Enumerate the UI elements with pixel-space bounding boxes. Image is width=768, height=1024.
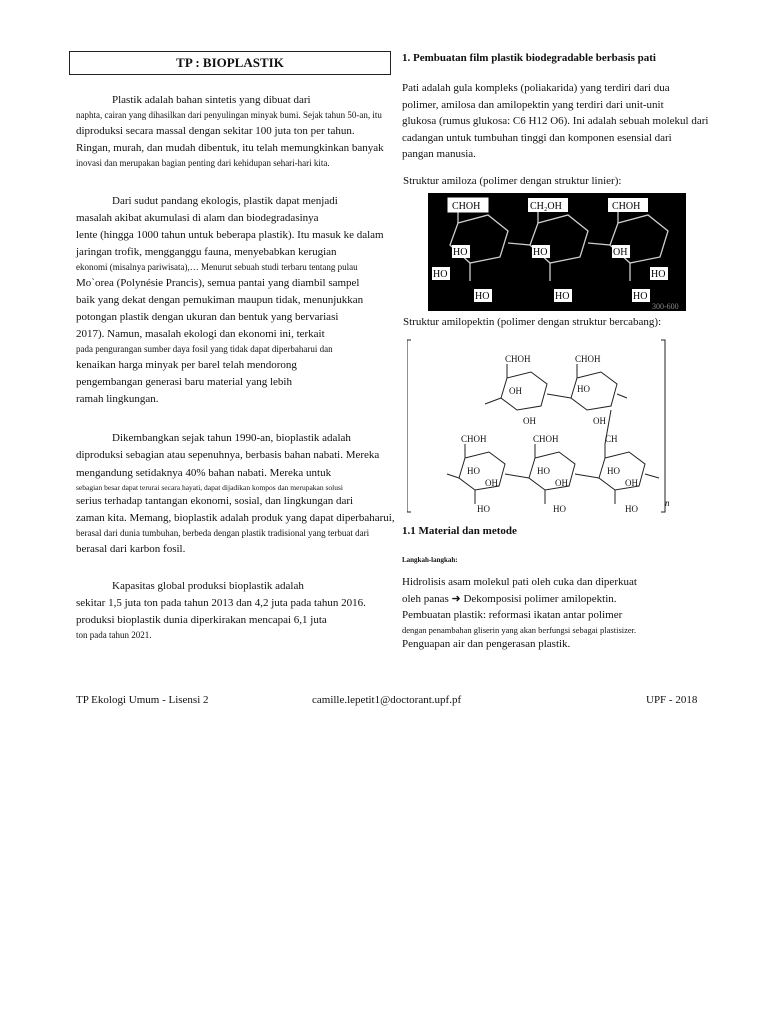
text-line: kenaikan harga minyak per barel telah mendorong [76, 359, 297, 372]
section-heading: 1. Pembuatan film plastik biodegradable berbasis pati [402, 52, 656, 64]
text-line: diproduksi sebagian atau sepenuhnya, berbasis bahan nabati. Mereka [76, 449, 380, 462]
amilopektin-label: CHOH [533, 434, 559, 444]
text-line: diproduksi secara massal dengan sekitar 100 juta ton per tahun. [76, 124, 355, 137]
amilopektin-label: OH [523, 416, 536, 426]
text-line: ekonomi (misalnya pariwisata),… Menurut sebuah studi terbaru tentang pulau [76, 262, 358, 273]
text-line: Mo`orea (Polynésie Prancis), semua pantai yang diambil sampel [76, 277, 360, 290]
text-line: baik yang dekat dengan pemukiman maupun tidak, menunjukkan [76, 294, 364, 307]
text-line: berasal dari karbon fosil. [76, 543, 186, 556]
text-line: produksi bioplastik dunia diperkirakan mencapai 6,1 juta [76, 614, 327, 627]
amilosa-label: HO [555, 291, 570, 302]
text-line: ramah lingkungan. [76, 393, 159, 406]
paragraph-bioplastik [76, 430, 395, 558]
paragraph-pati [402, 80, 709, 163]
footer-email: camille.lepetit1@doctorant.upf.pf [312, 694, 462, 706]
text-line: naphta, cairan yang dihasilkan dari penyulingan minyak bumi. Sejak tahun 50-an, itu [76, 110, 382, 121]
text-line: pengembangan generasi baru material yang lebih [76, 376, 292, 389]
step-line: Penguapan air dan pengerasan plastik. [402, 638, 571, 651]
amilosa-label: CHOH [612, 201, 641, 212]
amilopektin-repeat: n [665, 498, 670, 508]
text-line: Plastik adalah bahan sintetis yang dibuat dari [112, 94, 311, 106]
amilopektin-label: HO [607, 466, 620, 476]
text-line: ton pada tahun 2021. [76, 630, 152, 641]
steps-text [402, 574, 702, 653]
text-line: masalah akibat akumulasi di alam dan biodegradasinya [76, 212, 319, 225]
step-line: Hidrolisis asam molekul pati oleh cuka dan diperkuat [402, 576, 637, 588]
paragraph-plastik [76, 92, 392, 171]
text-line: Kapasitas global produksi bioplastik adalah [112, 580, 304, 593]
amilosa-label: HO [651, 269, 666, 280]
text-line: glukosa (rumus glukosa: C6 H12 O6). Ini adalah sebuah molekul dari [402, 115, 709, 127]
amilopektin-structure-image [407, 336, 673, 526]
text-line: berasal dari dunia tumbuhan, berbeda dengan plastik tradisional yang terbuat dari [76, 528, 370, 539]
amilosa-label: HO [475, 291, 490, 302]
amilopektin-label: CHOH [505, 354, 531, 364]
page-title: TP : BIOPLASTIK [69, 51, 391, 75]
text-line: jaringan trofik, mengganggu fauna, menyebabkan kerugian [76, 246, 337, 259]
steps-label: Langkah-langkah: [402, 556, 458, 564]
amilopektin-label: HO [625, 504, 638, 514]
amilosa-structure-image [428, 193, 686, 311]
text-line: polimer, amilosa dan amilopektin yang terdiri dari unit-unit [402, 98, 664, 111]
steps-list [402, 556, 702, 653]
amilosa-label: CH₂OH [530, 201, 562, 212]
amilopektin-label: OH [593, 416, 606, 426]
amilosa-label: HO [453, 247, 468, 258]
text-line: sebagian besar dapat terurai secara hayati, dapat dijadikan kompos dan merupakan solusi [76, 482, 343, 492]
step-line: oleh panas ➜ Dekomposisi polimer amilopektin. [402, 592, 617, 605]
amilopektin-caption: Struktur amilopektin (polimer dengan struktur bercabang): [403, 316, 662, 328]
amilosa-label: CHOH [452, 201, 481, 212]
amilopektin-label: OH [509, 386, 522, 396]
amilopektin-label: HO [577, 384, 590, 394]
amilopektin-label: HO [553, 504, 566, 514]
footer-institution: UPF - 2018 [646, 694, 698, 706]
amilopektin-label: HO [467, 466, 480, 476]
step-line: Pembuatan plastik: reformasi ikatan antar polimer [402, 609, 623, 621]
amilopektin-label: OH [485, 478, 498, 488]
text-line: serius terhadap tantangan ekonomi, sosial, dan lingkungan dari [76, 495, 354, 508]
amilopektin-label: OH [625, 478, 638, 488]
text-line: inovasi dan merupakan bagian penting dari kehidupan sehari-hari kita. [76, 158, 330, 169]
text-line: zaman kita. Memang, bioplastik adalah produk yang dapat diperbaharui, [76, 512, 395, 525]
text-line: Dari sudut pandang ekologis, plastik dapat menjadi [112, 195, 338, 208]
text-line: pada pengurangan sumber daya fosil yang tidak dapat diperbaharui dan [76, 344, 333, 355]
amilosa-label: HO [633, 291, 648, 302]
text-line: potongan plastik dengan ukuran dan bentuk yang bervariasi [76, 311, 339, 324]
text-line: Ringan, murah, dan mudah dibentuk, itu telah memungkinkan banyak [76, 142, 384, 155]
text-line: Dikembangkan sejak tahun 1990-an, bioplastik adalah [112, 432, 351, 445]
paragraph-ekologi [76, 193, 392, 408]
amilosa-label: OH [613, 247, 628, 258]
amilopektin-label: HO [477, 504, 490, 514]
section-heading-material: 1.1 Material dan metode [402, 525, 517, 537]
amilosa-repeat-count: 300-600 [652, 302, 679, 311]
amilosa-label: HO [533, 247, 548, 258]
text-line: 2017). Namun, masalah ekologi dan ekonomi ini, terkait [76, 328, 325, 341]
amilopektin-label: HO [537, 466, 550, 476]
text-line: sekitar 1,5 juta ton pada tahun 2013 dan 4,2 juta pada tahun 2016. [76, 597, 366, 610]
amilosa-label: HO [433, 269, 448, 280]
text-line: cadangan untuk tumbuhan tinggi dan komponen esensial dari [402, 131, 672, 144]
amilopektin-label: CHOH [461, 434, 487, 444]
text-line: mengandung setidaknya 40% bahan nabati. Mereka untuk [76, 466, 332, 479]
amilosa-caption: Struktur amiloza (polimer dengan struktur linier): [403, 175, 622, 187]
right-column [402, 52, 709, 163]
text-line: lente (hingga 1000 tahun untuk beberapa plastik). Itu masuk ke dalam [76, 229, 384, 242]
text-line: Pati adalah gula kompleks (poliakarida) yang terdiri dari dua [402, 82, 670, 94]
step-line: dengan penambahan gliserin yang akan berfungsi sebagai plastisizer. [402, 624, 637, 635]
paragraph-kapasitas [76, 578, 392, 643]
left-column [76, 92, 395, 657]
amilopektin-label: OH [555, 478, 568, 488]
amilopektin-label: CHOH [575, 354, 601, 364]
footer-course: TP Ekologi Umum - Lisensi 2 [76, 694, 209, 706]
amilopektin-label: CH [605, 434, 618, 444]
text-line: pangan manusia. [402, 148, 476, 160]
